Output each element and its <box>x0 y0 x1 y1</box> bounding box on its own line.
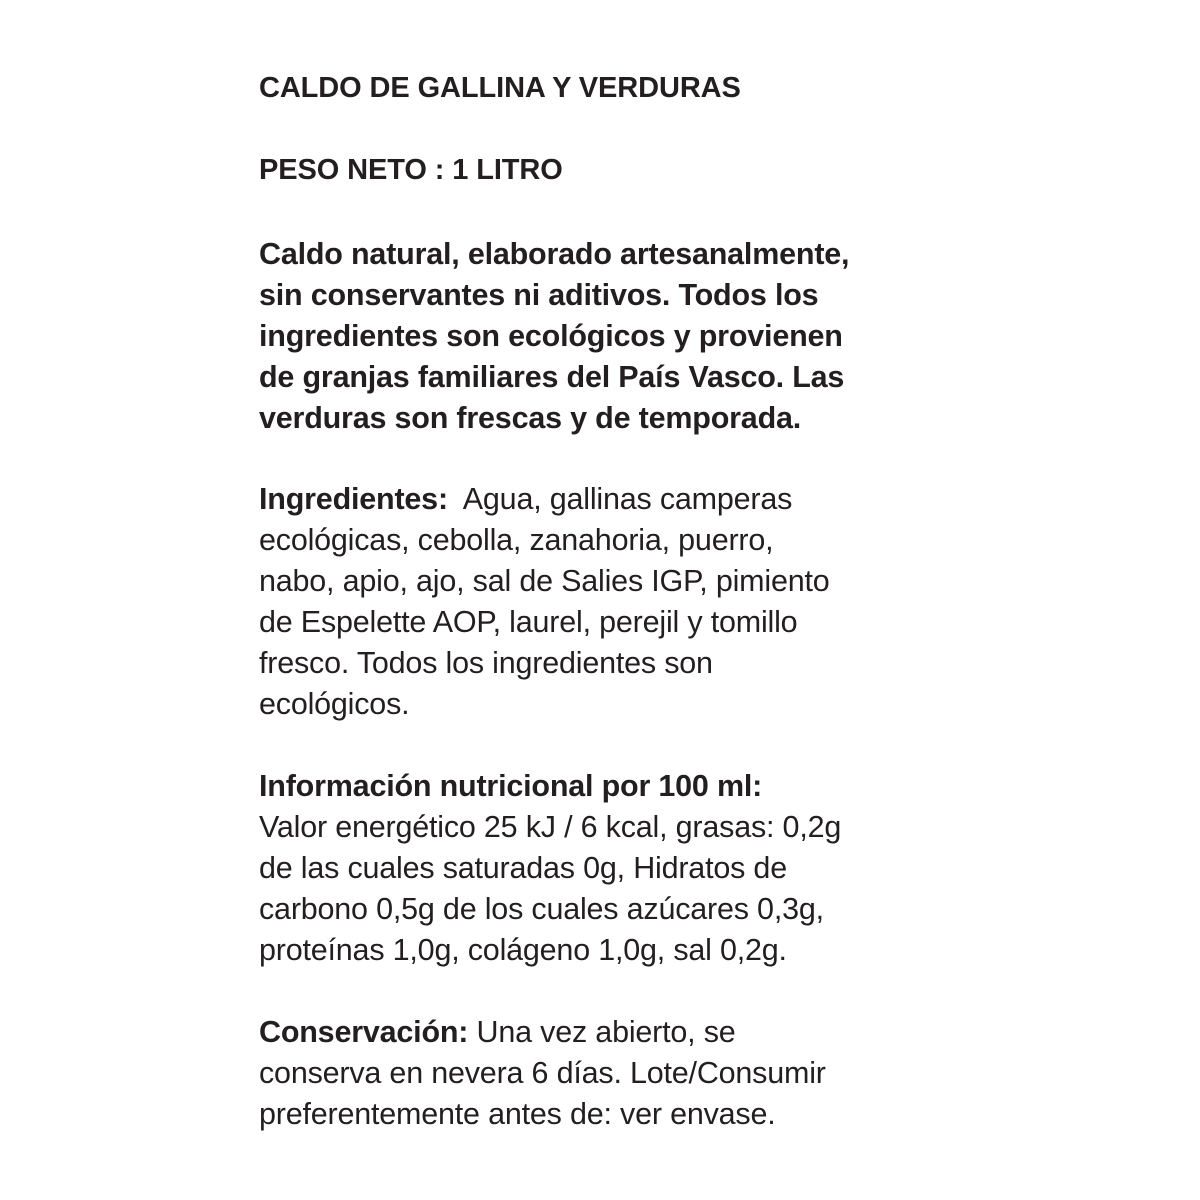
ingredients-label: Ingredientes: <box>259 482 448 516</box>
ingredients-text: Agua, gallinas camperas <box>447 482 793 516</box>
conservation-first-line <box>259 1012 826 1053</box>
conservation-text: Una vez abierto, se <box>468 1015 736 1049</box>
product-description <box>259 234 849 439</box>
nutrition-section <box>259 766 841 971</box>
description-line: de granjas familiares del País Vasco. Las <box>259 360 845 394</box>
nutrition-line: de las cuales saturadas 0g, Hidratos de <box>259 851 787 885</box>
nutrition-line: carbono 0,5g de los cuales azúcares 0,3g, <box>259 892 824 926</box>
nutrition-label: Información nutricional por 100 ml: <box>259 769 763 803</box>
conservation-line: conserva en nevera 6 días. Lote/Consumir <box>259 1056 826 1090</box>
ingredients-line: fresco. Todos los ingredientes son <box>259 646 713 680</box>
ingredients-section <box>259 479 830 725</box>
ingredients-line: ecológicos. <box>259 687 410 721</box>
nutrition-line: proteínas 1,0g, colágeno 1,0g, sal 0,2g. <box>259 933 787 967</box>
nutrition-line: Valor energético 25 kJ / 6 kcal, grasas: 0,2g <box>259 810 842 844</box>
ingredients-line: nabo, apio, ajo, sal de Salies IGP, pimiento <box>259 564 830 598</box>
description-line: Caldo natural, elaborado artesanalmente, <box>259 237 850 271</box>
ingredients-first-line <box>259 479 830 520</box>
conservation-line: preferentemente antes de: ver envase. <box>259 1097 776 1131</box>
ingredients-line: ecológicas, cebolla, zanahoria, puerro, <box>259 523 774 557</box>
net-weight: PESO NETO : 1 LITRO <box>259 154 563 186</box>
conservation-label: Conservación: <box>259 1015 469 1049</box>
conservation-section <box>259 1012 826 1135</box>
ingredients-line: de Espelette AOP, laurel, perejil y tomillo <box>259 605 798 639</box>
description-line: ingredientes son ecológicos y provienen <box>259 319 843 353</box>
description-line: verduras son frescas y de temporada. <box>259 401 802 435</box>
product-title: CALDO DE GALLINA Y VERDURAS <box>259 72 741 104</box>
description-line: sin conservantes ni aditivos. Todos los <box>259 278 819 312</box>
